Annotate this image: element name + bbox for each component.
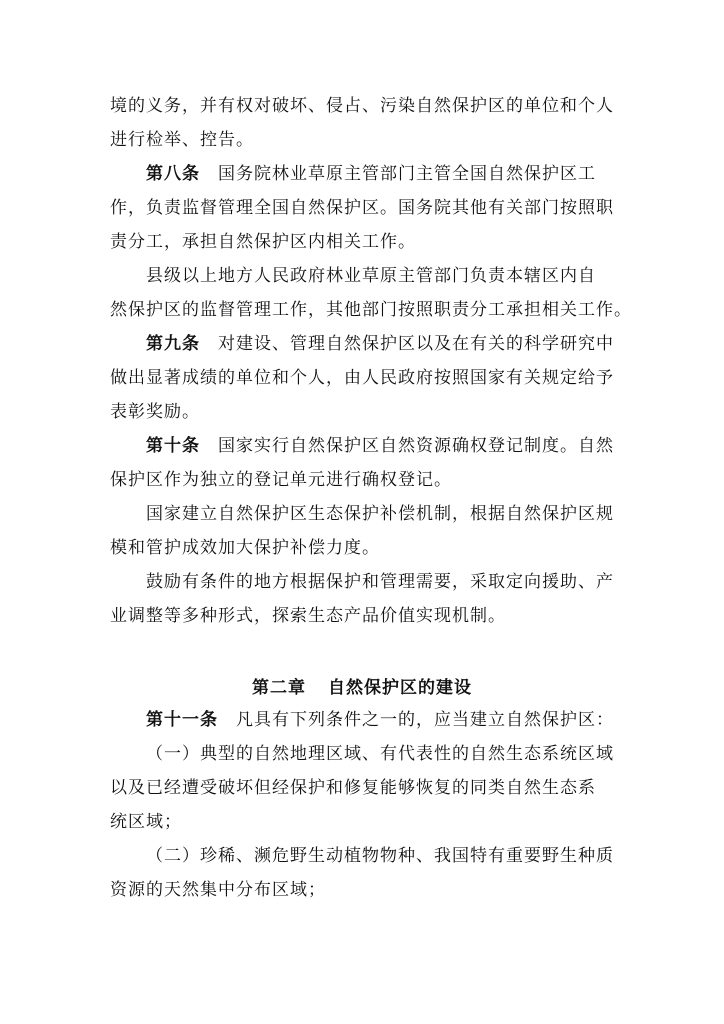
lower-body-text <box>110 703 622 907</box>
chapter-number: 第二章 <box>252 678 306 698</box>
article-11-label: 第十一条 <box>146 710 218 730</box>
article-8-line <box>110 157 622 191</box>
list-item-line: 统区域； <box>110 812 182 832</box>
paragraph-line: 县级以上地方人民政府林业草原主管部门负责本辖区内自 <box>146 266 596 286</box>
upper-body-text <box>110 89 632 633</box>
paragraph-line: 境的义务，并有权对破坏、侵占、污染自然保护区的单位和个人 <box>110 96 614 116</box>
article-9-text: 对建设、管理自然保护区以及在有关的科学研究中 <box>218 334 614 354</box>
list-item-line: 以及已经遭受破坏但经保护和修复能够恢复的同类自然生态系 <box>110 778 596 798</box>
list-item-line: （二）珍稀、濒危野生动植物物种、我国特有重要野生种质 <box>146 846 614 866</box>
article-10-text: 国家实行自然保护区自然资源确权登记制度。自然 <box>218 436 614 456</box>
article-8-label: 第八条 <box>146 164 200 184</box>
chapter-heading <box>0 673 724 698</box>
list-item-line: 资源的天然集中分布区域； <box>110 880 326 900</box>
paragraph-line: 保护区作为独立的登记单元进行确权登记。 <box>110 470 452 490</box>
paragraph-line: 做出显著成绩的单位和个人，由人民政府按照国家有关规定给予 <box>110 368 614 388</box>
paragraph-line: 责分工，承担自然保护区内相关工作。 <box>110 232 416 252</box>
paragraph-line: 鼓励有条件的地方根据保护和管理需要，采取定向援助、产 <box>146 572 614 592</box>
paragraph-line: 然保护区的监督管理工作，其他部门按照职责分工承担相关工作。 <box>110 300 632 320</box>
paragraph-line: 业调整等多种形式，探索生态产品价值实现机制。 <box>110 606 506 626</box>
article-11-text: 凡具有下列条件之一的，应当建立自然保护区： <box>236 710 614 730</box>
list-item-line: （一）典型的自然地理区域、有代表性的自然生态系统区域 <box>146 744 614 764</box>
paragraph-line: 国家建立自然保护区生态保护补偿机制，根据自然保护区规 <box>146 504 614 524</box>
article-8-text: 国务院林业草原主管部门主管全国自然保护区工 <box>218 164 596 184</box>
article-9-label: 第九条 <box>146 334 200 354</box>
paragraph-line: 模和管护成效加大保护补偿力度。 <box>110 538 380 558</box>
article-11-line <box>110 703 622 737</box>
paragraph-line: 进行检举、控告。 <box>110 130 254 150</box>
article-10-label: 第十条 <box>146 436 200 456</box>
chapter-title: 自然保护区的建设 <box>328 678 472 698</box>
article-10-line <box>110 429 622 463</box>
paragraph-line: 作，负责监督管理全国自然保护区。国务院其他有关部门按照职 <box>110 198 614 218</box>
paragraph-line: 表彰奖励。 <box>110 402 200 422</box>
article-9-line <box>110 327 622 361</box>
